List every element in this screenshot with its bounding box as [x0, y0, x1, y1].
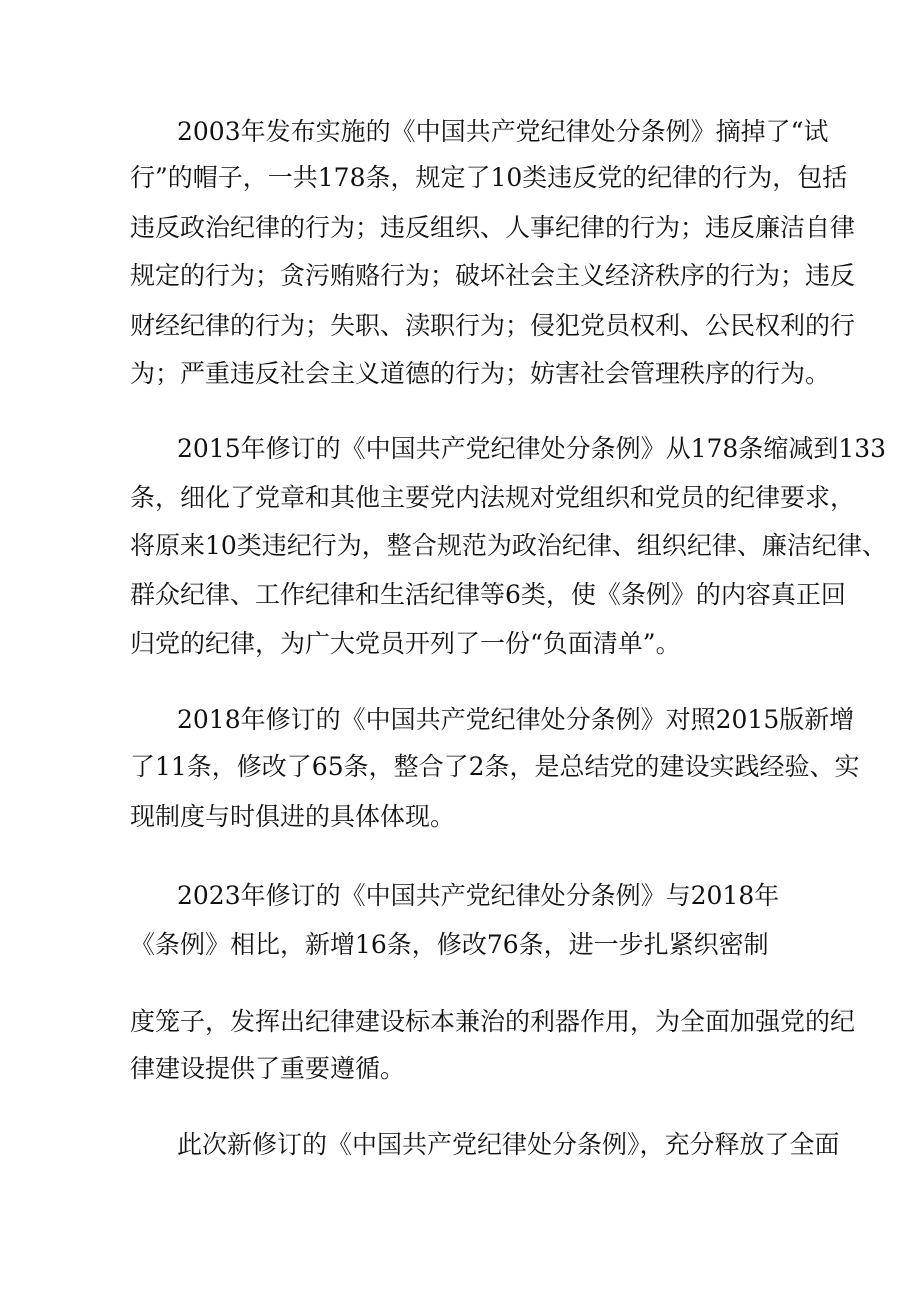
paragraph-line: 律建设提供了重要遵循。 [130, 1054, 406, 1083]
paragraph-line: 《条例》相比，新增16条，修改76条，进一步扎紧织密制 [130, 930, 769, 959]
paragraph-line: 规定的行为；贪污贿赂行为；破坏社会主义经济秩序的行为；违反 [130, 261, 856, 290]
paragraph-line: 为；严重违反社会主义道德的行为；妨害社会管理秩序的行为。 [130, 359, 831, 388]
paragraph-line: 此次新修订的《中国共产党纪律处分条例》，充分释放了全面 [177, 1130, 840, 1159]
paragraph-line: 2003年发布实施的《中国共产党纪律处分条例》摘掉了“试 [177, 117, 829, 146]
paragraph-line: 现制度与时俱进的具体体现。 [130, 802, 456, 831]
paragraph-line: 2023年修订的《中国共产党纪律处分条例》与2018年 [177, 881, 780, 910]
paragraph-line: 2018年修订的《中国共产党纪律处分条例》对照2015版新增 [177, 705, 855, 734]
paragraph-line: 了11条，修改了65条，整合了2条，是总结党的建设实践经验、实 [130, 752, 860, 781]
paragraph-line: 归党的纪律，为广大党员开列了一份“负面清单”。 [130, 629, 681, 658]
paragraph-line: 财经纪律的行为；失职、渎职行为；侵犯党员权利、公民权利的行 [130, 311, 856, 340]
paragraph-line: 行”的帽子，一共178条，规定了10类违反党的纪律的行为，包括 [130, 163, 848, 192]
paragraph-line: 群众纪律、工作纪律和生活纪律等6类，使《条例》的内容真正回 [130, 580, 846, 609]
paragraph-line: 违反政治纪律的行为；违反组织、人事纪律的行为；违反廉洁自律 [130, 213, 856, 242]
paragraph-line: 将原来10类违纪行为，整合规范为政治纪律、组织纪律、廉洁纪律、 [130, 531, 887, 560]
paragraph-line: 2015年修订的《中国共产党纪律处分条例》从178条缩减到133 [177, 434, 887, 463]
paragraph-line: 条，细化了党章和其他主要党内法规对党组织和党员的纪律要求， [130, 483, 856, 512]
paragraph-line: 度笼子，发挥出纪律建设标本兼治的利器作用，为全面加强党的纪 [130, 1007, 856, 1036]
